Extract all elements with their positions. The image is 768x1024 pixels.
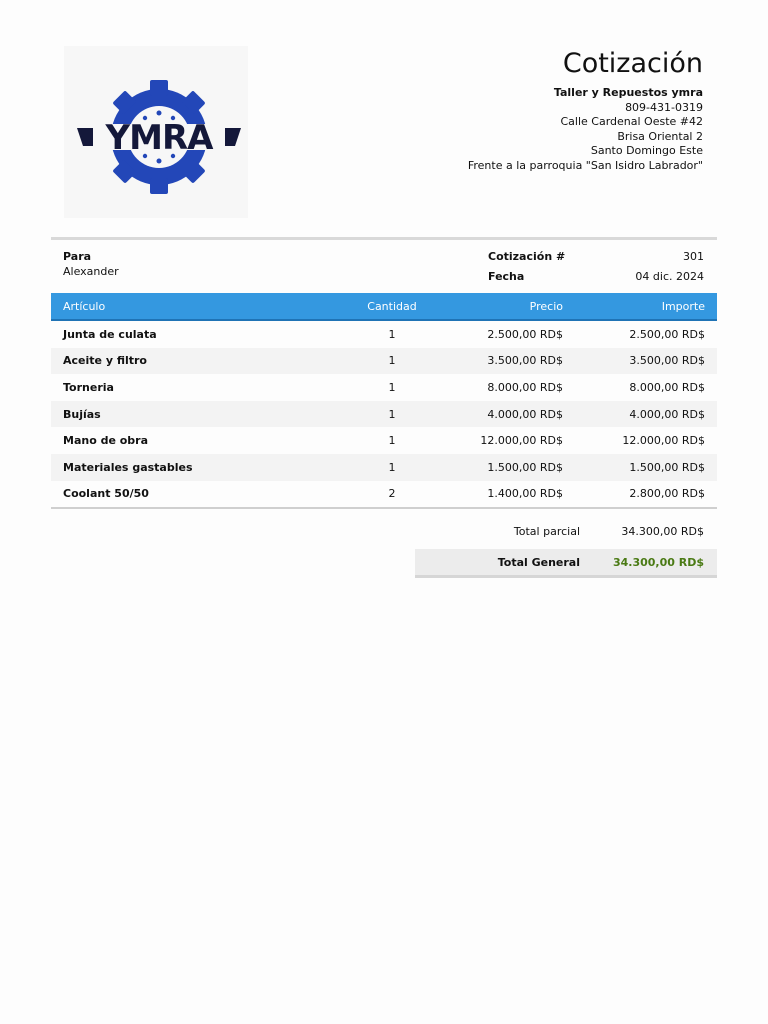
company-phone: 809-431-0319 xyxy=(625,100,703,114)
client-label: Para xyxy=(63,250,92,263)
row-price: 1.400,00 RD$ xyxy=(439,481,575,509)
row-qty: 1 xyxy=(388,460,396,474)
row-price: 12.000,00 RD$ xyxy=(480,434,563,448)
header-qty: Cantidad xyxy=(345,293,439,320)
company-name: Taller y Repuestos ymra xyxy=(553,86,703,99)
row-amount: 2.800,00 RD$ xyxy=(575,481,717,509)
row-qty: 1 xyxy=(388,327,396,341)
row-item: Mano de obra xyxy=(63,434,149,448)
company-address-line2: Brisa Oriental 2 xyxy=(617,129,703,143)
grand-total-label: Total General xyxy=(497,555,580,569)
row-amount: 2.500,00 RD$ xyxy=(629,327,705,341)
row-amount: 3.500,00 RD$ xyxy=(629,354,705,368)
row-item: Junta de culata xyxy=(63,327,157,341)
subtotal-value: 34.300,00 RD$ xyxy=(621,524,704,538)
table-row xyxy=(51,454,717,481)
row-amount: 12.000,00 RD$ xyxy=(622,434,705,448)
subtotal-row xyxy=(415,518,717,544)
row-amount: 8.000,00 RD$ xyxy=(629,380,705,394)
row-amount: 4.000,00 RD$ xyxy=(629,407,705,421)
row-price: 8.000,00 RD$ xyxy=(487,380,563,394)
table-row xyxy=(51,401,717,428)
table-row xyxy=(51,320,717,348)
items-table xyxy=(51,293,717,509)
totals-block xyxy=(415,518,717,578)
client-name: Alexander xyxy=(63,264,119,278)
row-qty: 1 xyxy=(388,380,396,394)
row-item: Bujías xyxy=(63,407,101,421)
quote-meta xyxy=(488,250,704,289)
row-item: Aceite y filtro xyxy=(63,354,147,368)
subtotal-label: Total parcial xyxy=(513,524,580,538)
row-item: Materiales gastables xyxy=(63,460,193,474)
quote-number-label: Cotización # xyxy=(488,250,566,263)
company-logo xyxy=(64,46,248,218)
row-price: 4.000,00 RD$ xyxy=(487,407,563,421)
grand-total-value: 34.300,00 RD$ xyxy=(612,555,704,569)
row-item: Torneria xyxy=(63,380,114,394)
row-price: 1.500,00 RD$ xyxy=(487,460,563,474)
quote-number-row xyxy=(488,250,704,270)
row-qty: 1 xyxy=(388,354,396,368)
grand-total-row xyxy=(415,549,717,578)
row-amount: 1.500,00 RD$ xyxy=(629,460,705,474)
quote-date-row xyxy=(488,270,704,290)
table-header-row xyxy=(51,293,717,320)
row-price: 2.500,00 RD$ xyxy=(487,327,563,341)
quote-date-label: Fecha xyxy=(488,269,525,283)
company-address-line1: Calle Cardenal Oeste #42 xyxy=(560,115,703,128)
logo-text: YMRA xyxy=(105,118,213,158)
row-qty: 1 xyxy=(388,434,396,448)
header-price: Precio xyxy=(439,293,575,320)
document-title: Cotización xyxy=(562,48,703,79)
company-info xyxy=(468,48,703,173)
row-price: 3.500,00 RD$ xyxy=(487,354,563,368)
gear-logo-icon xyxy=(64,46,248,218)
row-qty: 1 xyxy=(388,407,396,421)
row-qty: 2 xyxy=(345,481,439,509)
table-row xyxy=(51,481,717,509)
company-address-line4: Frente a la parroquia "San Isidro Labrador" xyxy=(467,158,703,172)
header-divider xyxy=(51,237,717,240)
row-item: Coolant 50/50 xyxy=(51,481,345,509)
table-row xyxy=(51,427,717,454)
table-row xyxy=(51,348,717,375)
quote-number: 301 xyxy=(683,250,704,263)
header-item: Artículo xyxy=(51,293,345,320)
table-row xyxy=(51,374,717,401)
company-address-line3: Santo Domingo Este xyxy=(590,144,703,157)
client-block xyxy=(63,250,119,279)
header-amount: Importe xyxy=(575,293,717,320)
quote-date: 04 dic. 2024 xyxy=(635,269,704,283)
